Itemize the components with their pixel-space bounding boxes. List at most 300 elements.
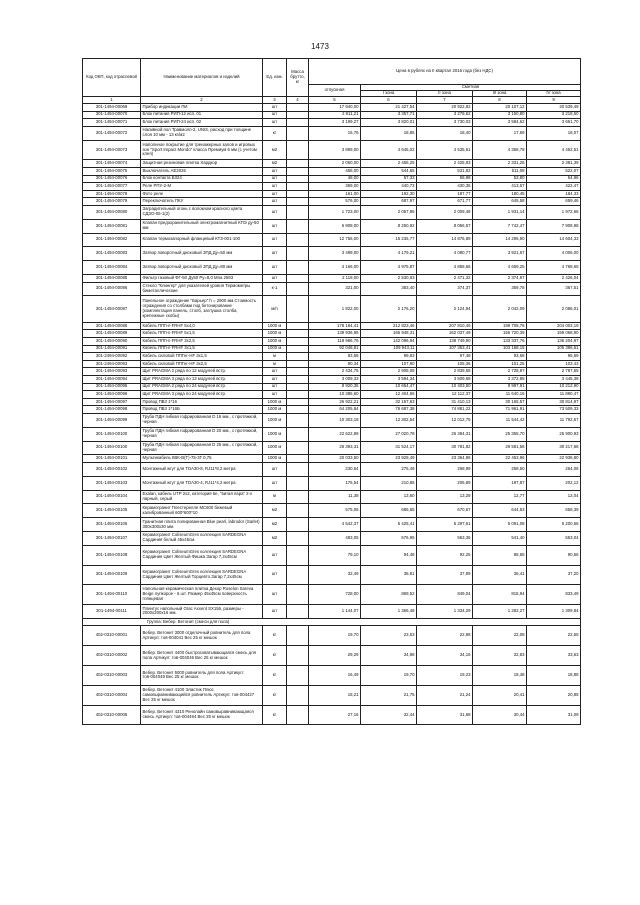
item-unit: шт <box>263 565 287 585</box>
price-release: 321,00 <box>309 282 361 296</box>
price-zone4: 20 539,49 <box>527 104 581 112</box>
price-zone1: 15 235,77 <box>361 233 417 247</box>
price-zone3: 20 107,12 <box>473 104 527 112</box>
item-unit: м2 <box>263 160 287 168</box>
table-row <box>83 322 581 330</box>
price-zone4: 2 086,01 <box>527 296 581 323</box>
item-code: 301-1494-00077 <box>83 183 141 191</box>
price-zone2: 12 112,37 <box>417 391 473 399</box>
price-zone4: 4 452,51 <box>527 140 581 160</box>
item-name: Блок питания РИП-24 исп. 02 <box>141 119 263 127</box>
item-code: 301-1494-00090 <box>83 338 141 346</box>
price-zone3: 11 640,16 <box>473 391 527 399</box>
price-zone3: 413,57 <box>473 183 527 191</box>
item-unit: шт <box>263 183 287 191</box>
item-name: Наполнное покрытие для тренажерных залов и игровых зон "Sport Impact Mondo" класса Премиум 6 мм (с учетом клея) <box>141 140 263 160</box>
item-name: Прибор индикации ПИ <box>141 104 263 112</box>
item-code: 301-1494-00076 <box>83 175 141 183</box>
item-unit: шт <box>263 476 287 490</box>
price-zone2: 3 278,62 <box>417 111 473 119</box>
item-code: 402-0310-00001 <box>83 626 141 646</box>
item-code: 301-1494-00103 <box>83 476 141 490</box>
price-zone4: 1 309,84 <box>527 605 581 619</box>
table-row <box>83 274 581 282</box>
price-zone2: 97,48 <box>417 353 473 361</box>
price-zone4: 13,04 <box>527 490 581 504</box>
group-row <box>83 618 581 626</box>
price-release: 92 048,81 <box>309 345 361 353</box>
price-zone3: 18,48 <box>473 666 527 686</box>
table-row <box>83 490 581 504</box>
price-zone1: 109 943,11 <box>361 345 417 353</box>
table-row <box>83 353 581 361</box>
item-mass <box>287 104 309 112</box>
item-mass <box>287 111 309 119</box>
price-zone1: 192,30 <box>361 190 417 198</box>
item-mass <box>287 261 309 275</box>
col-number: 6 <box>361 97 417 104</box>
item-code: 301-1494-00084 <box>83 261 141 275</box>
item-unit: шт <box>263 375 287 383</box>
item-name: Мультикабель КВК-В(Т)-75-3Г 0,75 <box>141 455 263 463</box>
item-unit: к-1 <box>263 282 287 296</box>
price-release: 1 144,07 <box>309 605 361 619</box>
item-unit: 1000 м <box>263 330 287 338</box>
item-mass <box>287 119 309 127</box>
item-code: 301-1494-00081 <box>83 219 141 233</box>
table-row <box>83 140 581 160</box>
item-unit: шт <box>263 198 287 206</box>
item-mass <box>287 190 309 198</box>
item-name: Щит PRAGMA 3 ряда по 24 модулей встр. <box>141 391 263 399</box>
item-mass <box>287 247 309 261</box>
item-name: Кабель ППГнг-FRHF 5х4,0 <box>141 322 263 330</box>
price-zone1: 2 057,95 <box>361 205 417 219</box>
item-mass <box>287 490 309 504</box>
price-zone1: 3 820,01 <box>361 119 417 127</box>
item-mass <box>287 605 309 619</box>
price-zone1: 10 654,47 <box>361 383 417 391</box>
price-zone4: 367,51 <box>527 282 581 296</box>
item-unit: шт <box>263 247 287 261</box>
price-zone2: 207 810,45 <box>417 322 473 330</box>
item-name: Труба ПДН гибкая гофрированная D 16 мм., с протяжкой, черная <box>141 413 263 427</box>
price-release: 83,58 <box>309 353 361 361</box>
price-zone3: 5 091,08 <box>473 518 527 532</box>
price-zone4: 264,06 <box>527 462 581 476</box>
item-code: 301-1494-00075 <box>83 167 141 175</box>
col-unit-header: Ед. изм. <box>263 59 287 97</box>
price-zone1: 210,86 <box>361 476 417 490</box>
price-release: 176,54 <box>309 476 361 490</box>
item-unit: 1000 м <box>263 413 287 427</box>
price-zone1: 107,90 <box>361 360 417 368</box>
price-zone3: 7 742,47 <box>473 219 527 233</box>
item-code: 301-2494-00092 <box>83 353 141 361</box>
col-zone2-header: II зона <box>417 91 473 97</box>
price-zone3: 511,08 <box>473 167 527 175</box>
price-zone2: 430,35 <box>417 183 473 191</box>
price-zone1: 34,98 <box>361 646 417 666</box>
item-unit: шт <box>263 175 287 183</box>
item-code: 301-1494-00071 <box>83 119 141 127</box>
price-zone3: 32,83 <box>473 646 527 666</box>
table-row <box>83 605 581 619</box>
table-row <box>83 205 581 219</box>
table-row <box>83 565 581 585</box>
price-zone1: 18,85 <box>361 126 417 140</box>
item-mass <box>287 666 309 686</box>
price-zone4: 4 769,65 <box>527 261 581 275</box>
table-row <box>83 391 581 399</box>
item-name: Щит PRAGMA 2 ряда по 24 модулей встр. <box>141 383 263 391</box>
price-release: 575,06 <box>309 504 361 518</box>
price-zone2: 30 781,82 <box>417 441 473 455</box>
price-zone2: 563,36 <box>417 531 473 545</box>
table-row <box>83 585 581 605</box>
price-zone1: 275,49 <box>361 462 417 476</box>
item-unit: 1000 м <box>263 398 287 406</box>
item-name: Монтажный жгут для TDA30-8, RJ11*8,2 метра <box>141 462 263 476</box>
price-zone4: 18,88 <box>527 666 581 686</box>
price-zone3: 101,25 <box>473 360 527 368</box>
price-release: 4 542,37 <box>309 518 361 532</box>
item-code: 301-1494-00085 <box>83 274 141 282</box>
price-release: 4 166,00 <box>309 261 361 275</box>
price-zone3: 29 581,58 <box>473 441 527 455</box>
group-title: Группа: Вебер. Ветонит (смеси для пола) <box>83 618 581 626</box>
price-zone2: 14 876,89 <box>417 233 473 247</box>
item-unit: шт <box>263 111 287 119</box>
item-name: Вебер. Ветонит 4400 быстросхватывающаяся смесь для пола Артикул: тов-004046 Вес 25 кг мешок <box>141 646 263 666</box>
price-zone1: 2 176,20 <box>361 296 417 323</box>
price-zone3: 180,45 <box>473 190 527 198</box>
item-unit: кг <box>263 666 287 686</box>
item-name: Труба ПДН гибкая гофрированная D 20 мм., с протяжкой, черная <box>141 427 263 441</box>
price-zone4: 14 604,33 <box>527 233 581 247</box>
item-code: 301-1494-00099 <box>83 413 141 427</box>
item-unit: шт <box>263 219 287 233</box>
price-zone1: 32 157,63 <box>361 398 417 406</box>
item-mass <box>287 175 309 183</box>
item-code: 402-0310-00002 <box>83 646 141 666</box>
item-code: 301-1494-00098 <box>83 406 141 414</box>
price-zone4: 2 381,39 <box>527 160 581 168</box>
price-zone3: 815,94 <box>473 585 527 605</box>
item-code: 301-1494-00106 <box>83 518 141 532</box>
item-code: 301-1494-00074 <box>83 160 141 168</box>
item-code: 301-1494-00078 <box>83 190 141 198</box>
price-zone3: 22,08 <box>473 626 527 646</box>
price-zone3: 53,80 <box>473 175 527 183</box>
item-mass <box>287 462 309 476</box>
col-number: 9 <box>527 97 581 104</box>
col-number: 5 <box>309 97 361 104</box>
price-release: 48,00 <box>309 175 361 183</box>
item-mass <box>287 504 309 518</box>
price-zone1: 76 687,38 <box>361 406 417 414</box>
price-zone2: 2 009,48 <box>417 205 473 219</box>
price-zone4: 7 908,98 <box>527 219 581 233</box>
item-mass <box>287 353 309 361</box>
item-code: 301-1494-00079 <box>83 198 141 206</box>
item-code: 301-1494-00082 <box>83 233 141 247</box>
item-unit: шт <box>263 261 287 275</box>
table-row <box>83 455 581 463</box>
price-zone1: 687,97 <box>361 198 417 206</box>
table-row <box>83 545 581 565</box>
price-zone4: 136 204,97 <box>527 338 581 346</box>
price-zone2: 1 334,29 <box>417 605 473 619</box>
item-name: Монтажный жгут для TDA30-4, RJ11*4,2 метра <box>141 476 263 490</box>
col-number: 8 <box>473 97 527 104</box>
price-zone2: 23 364,86 <box>417 455 473 463</box>
price-zone1: 32,44 <box>361 705 417 725</box>
item-code: 402-0310-00003 <box>83 666 141 686</box>
item-code: 402-0310-00004 <box>83 685 141 705</box>
table-row <box>83 160 581 168</box>
item-mass <box>287 413 309 427</box>
table-row <box>83 646 581 666</box>
price-zone1: 23 928,49 <box>361 455 417 463</box>
price-zone2: 22,98 <box>417 626 473 646</box>
table-row <box>83 126 581 140</box>
price-zone3: 3 150,80 <box>473 111 527 119</box>
item-code: 301-1494-00107 <box>83 531 141 545</box>
price-zone1: 31 524,17 <box>361 441 417 455</box>
price-zone4: 658,39 <box>527 504 581 518</box>
item-name: Провод ПВ3 1*16Б <box>141 406 263 414</box>
price-zone3: 2 728,87 <box>473 368 527 376</box>
col-code-header: Код ОКП, код отраслевой <box>83 59 141 97</box>
price-zone4: 95,69 <box>527 353 581 361</box>
price-release: 12 756,00 <box>309 233 361 247</box>
item-unit: 1000 м <box>263 338 287 346</box>
item-unit: м2 <box>263 504 287 518</box>
price-zone2: 18,40 <box>417 126 473 140</box>
price-release: 576,00 <box>309 198 361 206</box>
price-zone4: 659,46 <box>527 198 581 206</box>
item-unit: шт <box>263 383 287 391</box>
col-number: 7 <box>417 97 473 104</box>
item-name: Гранитная плита полированная Blue pearl, labrodor (Sarlet) 300х300х30 мм. <box>141 518 263 532</box>
price-zone4: 553,04 <box>527 531 581 545</box>
table-row <box>83 626 581 646</box>
price-release: 27,16 <box>309 705 361 725</box>
price-zone3: 14 296,90 <box>473 233 527 247</box>
price-release: 483,05 <box>309 531 361 545</box>
item-mass <box>287 345 309 353</box>
item-mass <box>287 441 309 455</box>
price-zone4: 103,43 <box>527 360 581 368</box>
item-name: Клапан предохранительный электромагнитный КПЭ ду-50 мм <box>141 219 263 233</box>
price-release: 90,34 <box>309 360 361 368</box>
item-code: 301-1494-00086 <box>83 282 141 296</box>
table-row <box>83 462 581 476</box>
item-name: Кабель ППГнг-FRHF 3х2,5 <box>141 338 263 346</box>
price-release: 29,29 <box>309 646 361 666</box>
price-zone4: 31,09 <box>527 705 581 725</box>
price-zone4: 20,85 <box>527 685 581 705</box>
price-zone1: 2 530,93 <box>361 274 417 282</box>
item-name: Наливной пол Травмолл-2, UNIS, расход при толщине слоя 10 мм - 13 кг/м2 <box>141 126 263 140</box>
price-release: 2 060,00 <box>309 160 361 168</box>
price-zone1: 8 250,92 <box>361 219 417 233</box>
item-unit: 1000 м <box>263 441 287 455</box>
table-row <box>83 427 581 441</box>
item-mass <box>287 476 309 490</box>
price-zone2: 531,82 <box>417 167 473 175</box>
price-zone3: 645,58 <box>473 198 527 206</box>
item-name: Клапан термозапорный фланцевый КТЗ-001-100 <box>141 233 263 247</box>
table-row <box>83 104 581 112</box>
item-unit: кг <box>263 646 287 666</box>
price-zone3: 30 165,57 <box>473 398 527 406</box>
price-zone2: 2 124,94 <box>417 296 473 323</box>
price-zone1: 3 594,34 <box>361 375 417 383</box>
item-mass <box>287 160 309 168</box>
price-zone3: 9 997,91 <box>473 383 527 391</box>
price-zone3: 258,50 <box>473 462 527 476</box>
price-zone3: 199 708,78 <box>473 322 527 330</box>
table-row <box>83 167 581 175</box>
price-zone3: 2 374,97 <box>473 274 527 282</box>
table-row <box>83 383 581 391</box>
table-row <box>83 261 581 275</box>
price-zone1: 440,73 <box>361 183 417 191</box>
price-zone2: 162 037,49 <box>417 330 473 338</box>
table-row <box>83 296 581 323</box>
price-release: 15,76 <box>309 126 361 140</box>
price-zone4: 833,49 <box>527 585 581 605</box>
item-name: Exalan, кабель UTP 2х2, категория 5е, "витая пара" 2-х парный, серый <box>141 490 263 504</box>
price-zone1: 4 179,21 <box>361 247 417 261</box>
item-name: Щит PRAGMA 3 ряда по 13 модулей встр. <box>141 375 263 383</box>
price-zone4: 10 212,90 <box>527 383 581 391</box>
price-release: 3 009,33 <box>309 375 361 383</box>
table-row <box>83 198 581 206</box>
item-code: 301-1494-00095 <box>83 383 141 391</box>
table-row <box>83 360 581 368</box>
price-release: 1 822,00 <box>309 296 361 323</box>
item-mass <box>287 205 309 219</box>
table-row <box>83 338 581 346</box>
item-mass <box>287 167 309 175</box>
item-code: 301-1494-00093 <box>83 368 141 376</box>
price-release: 230,64 <box>309 462 361 476</box>
item-code: 301-1494-00104 <box>83 490 141 504</box>
item-name: Вебер. Ветонит 3000 отделочный ровнитель для пола Артикул: тов-004041 Вес 25 кг мешок <box>141 626 263 646</box>
price-zone2: 74 881,22 <box>417 406 473 414</box>
col-release-header: отпускная <box>309 85 361 97</box>
price-zone1: 21,75 <box>361 685 417 705</box>
price-zone2: 21,24 <box>417 685 473 705</box>
col-name-header: Наименование материалов и изделий <box>141 59 263 97</box>
price-zone1: 57,33 <box>361 175 417 183</box>
price-zone4: 22 936,80 <box>527 455 581 463</box>
item-name: Плинтус напольный Orac Axxent SX156, размеры - 2000х200х16 мм. <box>141 605 263 619</box>
price-release: 26 393,31 <box>309 441 361 455</box>
price-zone4: 90,56 <box>527 545 581 565</box>
table-row <box>83 705 581 725</box>
price-zone3: 30,44 <box>473 705 527 725</box>
price-zone1: 99,83 <box>361 353 417 361</box>
price-zone3: 103 168,15 <box>473 345 527 353</box>
item-unit: м <box>263 360 287 368</box>
item-name: Кабель силовой ППГнг-HF 3х2,5 <box>141 360 263 368</box>
item-name: Кабель силовой ППГнг-HF 3х1,5 <box>141 353 263 361</box>
price-zone1: 544,65 <box>361 167 417 175</box>
price-zone1: 12 404,56 <box>361 391 417 399</box>
item-name: Блок питания РИП-12 исп. 01 <box>141 111 263 119</box>
table-row <box>83 518 581 532</box>
price-zone4: 184,33 <box>527 190 581 198</box>
price-zone3: 20,41 <box>473 685 527 705</box>
price-zone2: 187,77 <box>417 190 473 198</box>
column-number-row <box>83 97 581 104</box>
item-name: Блок контакта Б324 <box>141 175 263 183</box>
item-unit: 1000 м <box>263 406 287 414</box>
price-zone3: 88,65 <box>473 545 527 565</box>
price-zone4: 2 787,55 <box>527 368 581 376</box>
price-zone4: 4 006,00 <box>527 247 581 261</box>
price-zone2: 374,37 <box>417 282 473 296</box>
price-zone4: 105 386,61 <box>527 345 581 353</box>
price-zone2: 105,36 <box>417 360 473 368</box>
item-code: 301-1494-00110 <box>83 585 141 605</box>
price-zone1: 21 427,54 <box>361 104 417 112</box>
table-row <box>83 531 581 545</box>
item-code: 301-1494-00109 <box>83 565 141 585</box>
price-release: 6 908,00 <box>309 219 361 233</box>
price-zone3: 3 584,62 <box>473 119 527 127</box>
item-code: 402-0310-00005 <box>83 705 141 725</box>
price-release: 178 184,41 <box>309 322 361 330</box>
table-row <box>83 190 581 198</box>
price-release: 3 499,00 <box>309 247 361 261</box>
price-zone3: 3 921,67 <box>473 247 527 261</box>
price-zone4: 11 792,67 <box>527 413 581 427</box>
table-row <box>83 406 581 414</box>
item-code: 301-1494-00102 <box>83 462 141 476</box>
price-zone1: 142 096,94 <box>361 338 417 346</box>
item-name: Реле РПУ-2-М <box>141 183 263 191</box>
item-mass <box>287 455 309 463</box>
price-zone4: 522,07 <box>527 167 581 175</box>
item-mass <box>287 282 309 296</box>
item-unit: шт <box>263 104 287 112</box>
item-name: Фото реле <box>141 190 263 198</box>
price-release: 161,00 <box>309 190 361 198</box>
price-zone2: 13,28 <box>417 490 473 504</box>
table-row <box>83 219 581 233</box>
price-zone4: 25 900,93 <box>527 427 581 441</box>
price-zone1: 13,60 <box>361 490 417 504</box>
price-zone2: 26 384,31 <box>417 427 473 441</box>
item-code: 301-1494-00108 <box>83 545 141 565</box>
price-zone4: 37,20 <box>527 565 581 585</box>
price-zone4: 54,96 <box>527 175 581 183</box>
item-name: Фильтр газовый ФГ-50 Ду50 Ру=8,0 Мпа 2593 <box>141 274 263 282</box>
price-zone3: 2 042,09 <box>473 296 527 323</box>
item-name: Переключатель ПКУ <box>141 198 263 206</box>
price-zone2: 5 297,61 <box>417 518 473 532</box>
item-unit: шт <box>263 205 287 219</box>
item-name: Керамогранит ColiseumGres коллекция SARDEGNA Сардиния Цвет Желтый Торцевто Загар 7,2х45см <box>141 565 263 585</box>
price-zone2: 55,98 <box>417 175 473 183</box>
price-zone4: 11 890,47 <box>527 391 581 399</box>
price-zone1: 2 908,08 <box>361 368 417 376</box>
